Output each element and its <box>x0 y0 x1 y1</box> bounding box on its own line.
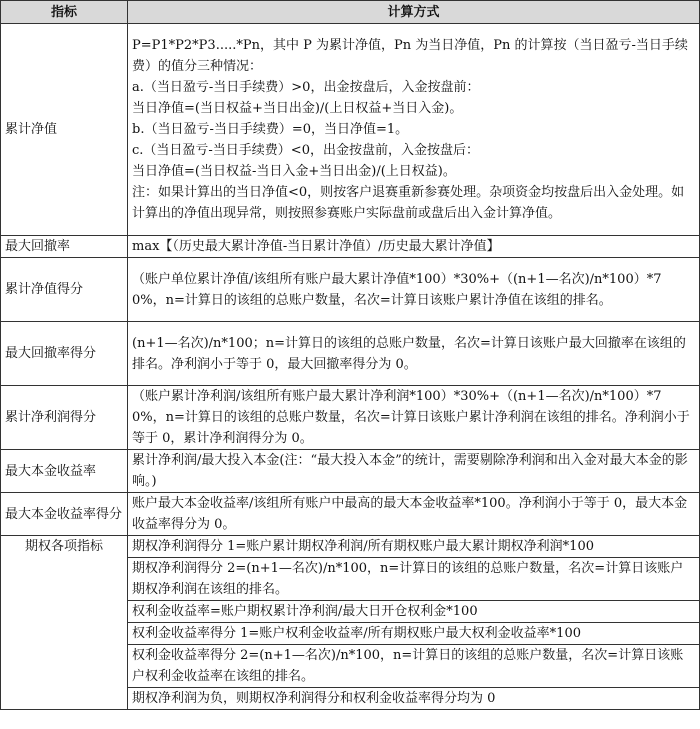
table-row <box>1 536 700 558</box>
row-desc-options-item: 期权净利润得分 1=账户累计期权净利润/所有期权账户最大累计期权净利润*100 <box>128 536 700 558</box>
table-row <box>1 322 700 386</box>
row-desc-max-drawdown: max【（历史最大累计净值-当日累计净值）/历史最大累计净值】 <box>128 236 700 258</box>
row-label-options: 期权各项指标 <box>1 536 128 710</box>
table-row <box>1 236 700 258</box>
table-row <box>1 450 700 493</box>
row-desc-max-drawdown-score: (n+1—名次)/n*100；n=计算日的该组的总账户数量，名次=计算日该账户最大回撤率在该组的排名。净利润小于等于 0，最大回撤率得分为 0。 <box>128 322 700 386</box>
row-label-max-return-score: 最大本金收益率得分 <box>1 493 128 536</box>
cum-nav-line: P=P1*P2*P3.....*Pn，其中 P 为累计净值，Pn 为当日净值，Pn 的计算按（当日盈亏-当日手续费）的值分三种情况： <box>132 38 688 74</box>
row-label-cum-nav-score: 累计净值得分 <box>1 258 128 322</box>
table-row <box>1 493 700 536</box>
cum-nav-line: c.（当日盈亏-当日手续费）<0，出金按盘前，入金按盘后： <box>132 143 479 158</box>
row-desc-options-item: 权利金收益率得分 1=账户权利金收益率/所有期权账户最大权利金收益率*100 <box>128 623 700 645</box>
row-label-cum-nav: 累计净值 <box>1 24 128 236</box>
row-label-max-drawdown: 最大回撤率 <box>1 236 128 258</box>
row-desc-max-return-score: 账户最大本金收益率/该组所有账户中最高的最大本金收益率*100。净利润小于等于 0，最大本金收益率得分为 0。 <box>128 493 700 536</box>
row-desc-cum-nav-score: （账户单位累计净值/该组所有账户最大累计净值*100）*30%+（(n+1—名次)/n*100）*70%，n=计算日的该组的总账户数量，名次=计算日该账户累计净值在该组的排名。 <box>128 258 700 322</box>
cum-nav-line: 注：如果计算出的当日净值<0，则按客户退赛重新参赛处理。杂项资金均按盘后出入金处理。如计算出的净值出现异常，则按照参赛账户实际盘前或盘后出入金计算净值。 <box>132 185 685 221</box>
cum-nav-line: 当日净值=(当日权益+当日出金)/(上日权益+当日入金)。 <box>132 101 463 116</box>
row-label-max-drawdown-score: 最大回撤率得分 <box>1 322 128 386</box>
header-indicator: 指标 <box>1 1 128 24</box>
cum-nav-line: 当日净值=(当日权益-当日入金+当日出金)/(上日权益)。 <box>132 164 456 179</box>
row-label-max-return: 最大本金收益率 <box>1 450 128 493</box>
table-row <box>1 24 700 236</box>
row-desc-max-return: 累计净利润/最大投入本金(注：“最大投入本金”的统计，需要剔除净利润和出入金对最大本金的影响。) <box>128 450 700 493</box>
row-desc-options-item: 期权净利润得分 2=(n+1—名次)/n*100，n=计算日的该组的总账户数量，名次=计算日该账户期权净利润在该组的排名。 <box>128 558 700 601</box>
header-calculation: 计算方式 <box>128 1 700 24</box>
table-header-row <box>1 1 700 24</box>
row-desc-options-item: 权利金收益率=账户期权累计净利润/最大日开仓权利金*100 <box>128 601 700 623</box>
table-row <box>1 258 700 322</box>
cum-nav-line: a.（当日盈亏-当日手续费）>0，出金按盘后，入金按盘前： <box>132 80 480 95</box>
row-desc-cum-nav <box>128 24 700 236</box>
table-row <box>1 386 700 450</box>
row-desc-cum-profit-score: （账户累计净利润/该组所有账户最大累计净利润*100）*30%+（(n+1—名次)/n*100）*70%，n=计算日的该组的总账户数量，名次=计算日该账户累计净利润在该组的排名。净利润小于等于 0，累计净利润得分为 0。 <box>128 386 700 450</box>
row-desc-options-item: 期权净利润为负，则期权净利润得分和权利金收益率得分均为 0 <box>128 688 700 710</box>
cum-nav-line: b.（当日盈亏-当日手续费）=0，当日净值=1。 <box>132 122 409 137</box>
row-label-cum-profit-score: 累计净利润得分 <box>1 386 128 450</box>
row-desc-options-item: 权利金收益率得分 2=(n+1—名次)/n*100，n=计算日的该组的总账户数量，名次=计算日该账户权利金收益率在该组的排名。 <box>128 645 700 688</box>
